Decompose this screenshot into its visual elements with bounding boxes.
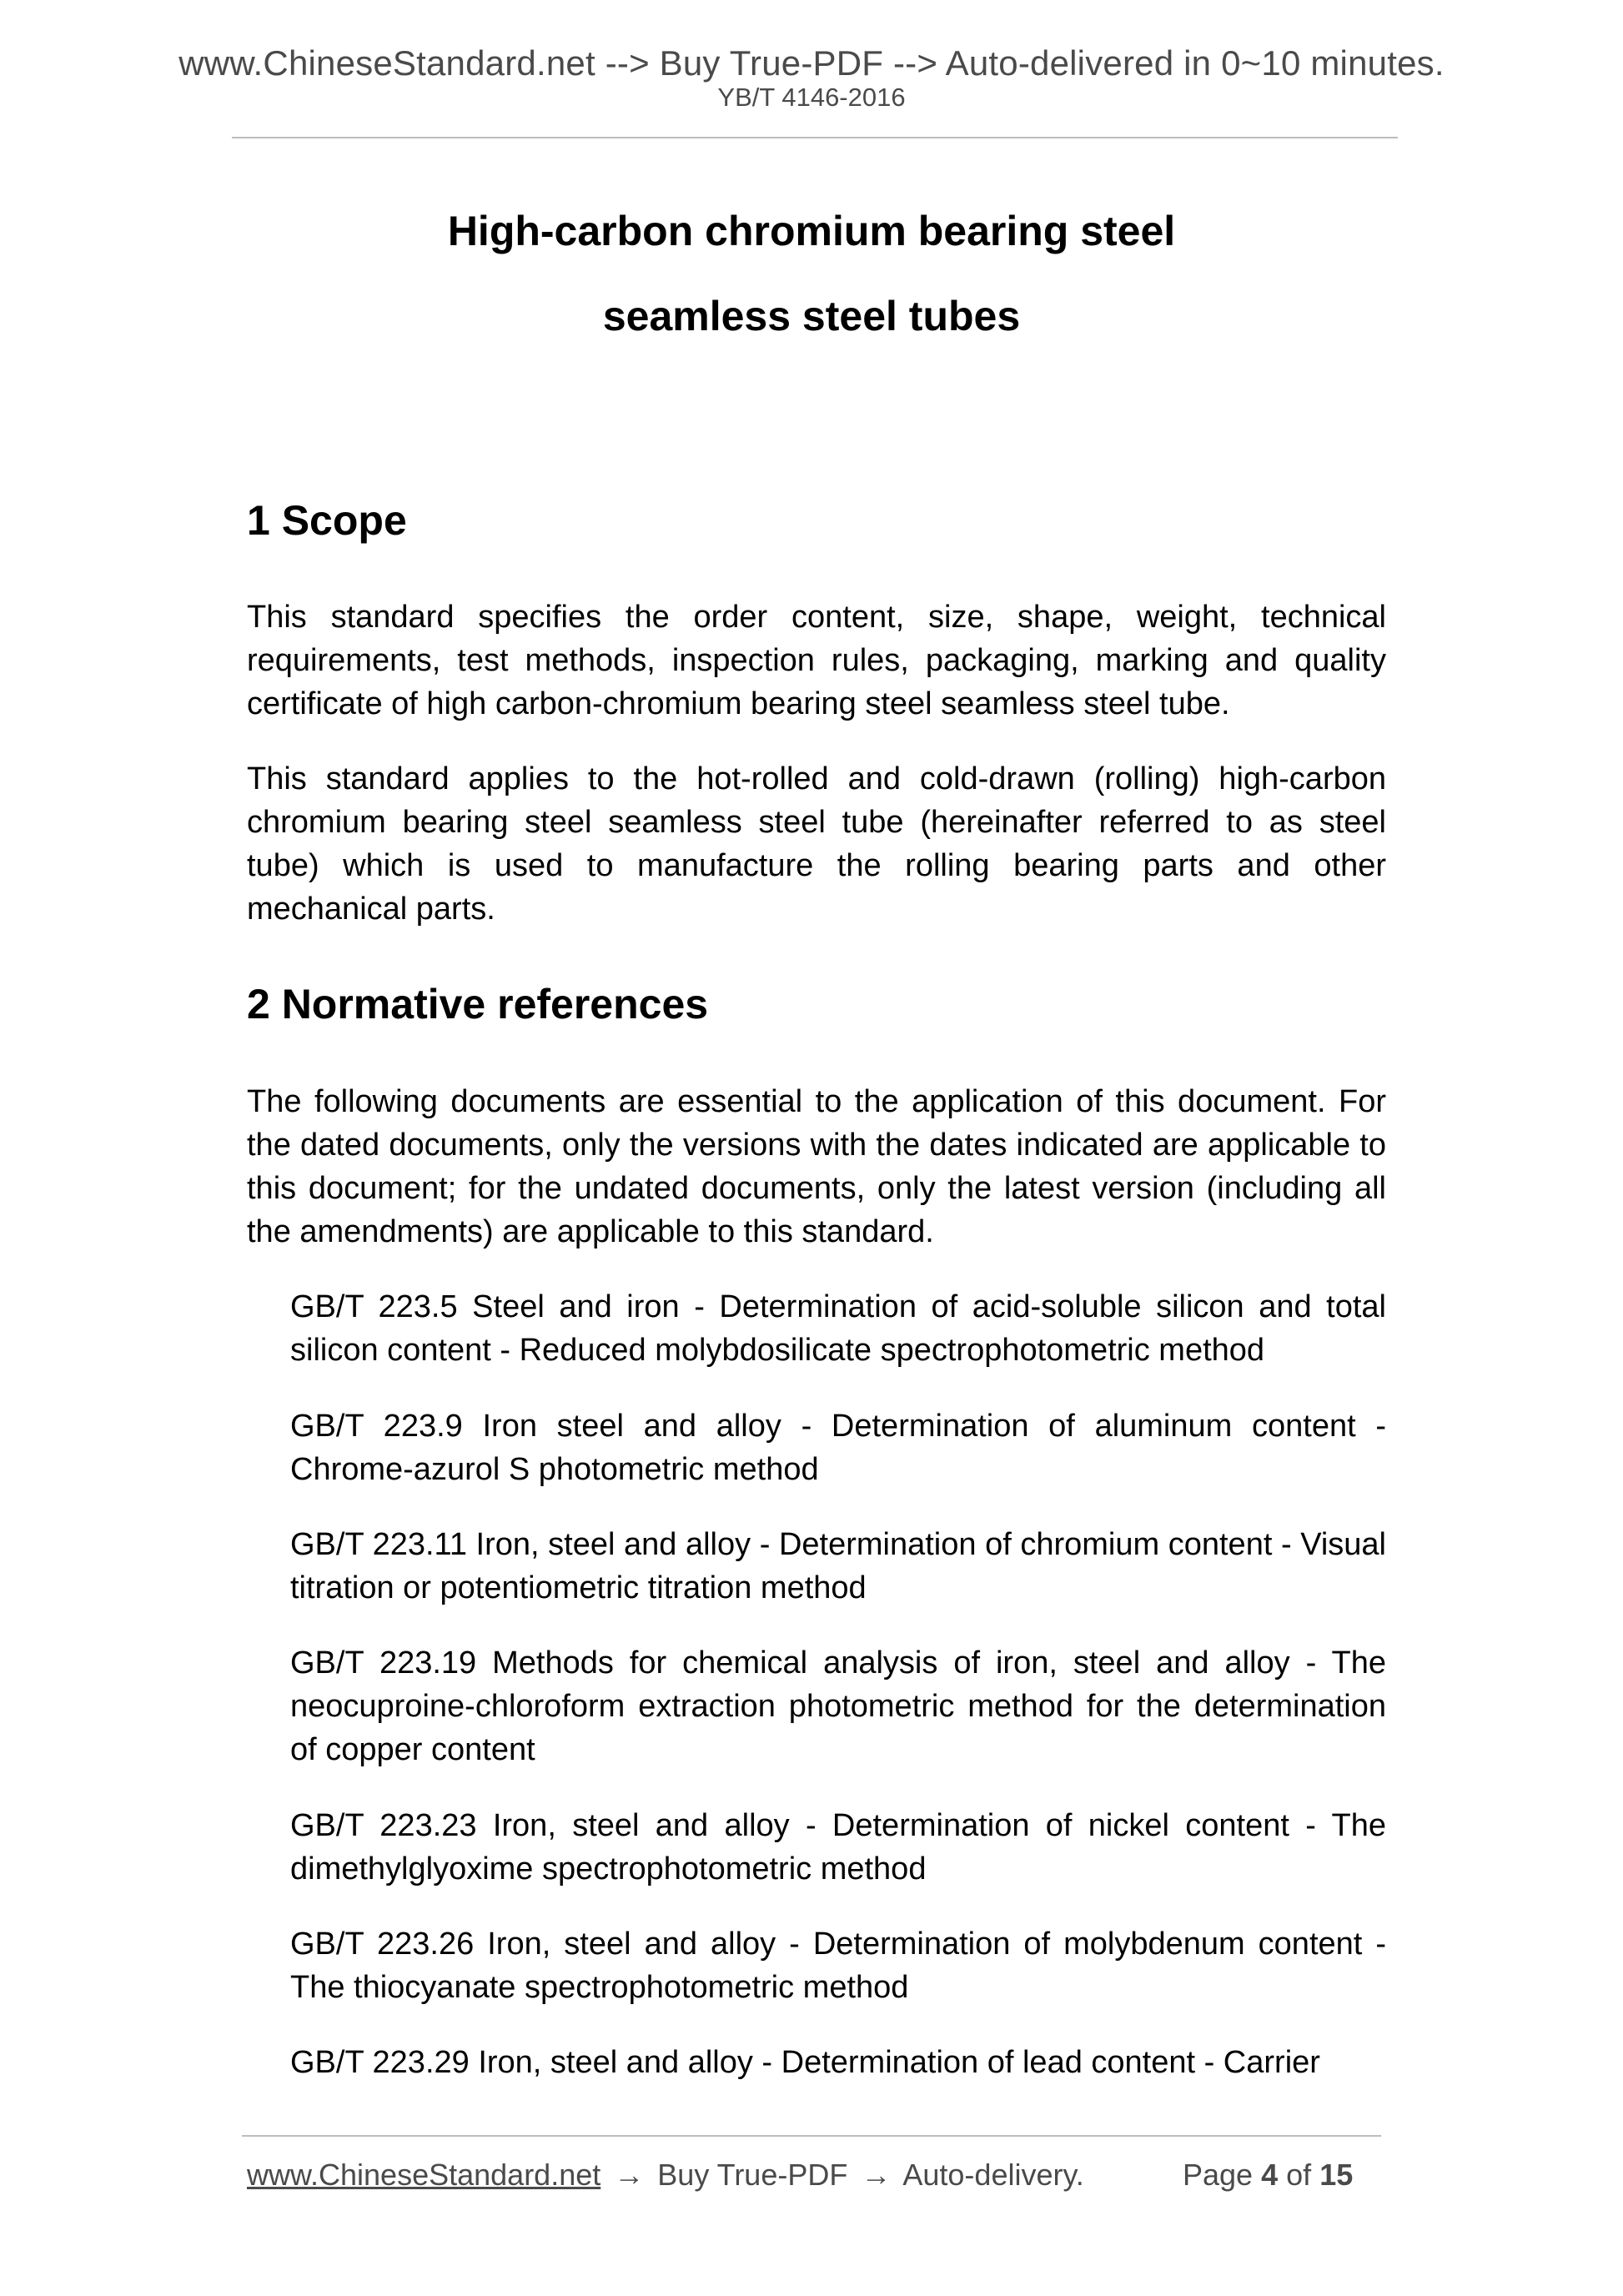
document-title-line-2: seamless steel tubes xyxy=(602,293,1021,339)
reference-item: GB/T 223.23 Iron, steel and alloy - Determination of nickel content - The dimethylglyoxime spectrophotometric method xyxy=(290,1808,1386,1887)
document-code: YB/T 4146-2016 xyxy=(717,83,906,112)
footer-delivery-text: Auto-delivery. xyxy=(902,2158,1084,2192)
total-pages-number: 15 xyxy=(1319,2158,1354,2192)
footer-site-link[interactable]: www.ChineseStandard.net xyxy=(247,2158,601,2192)
scope-paragraph: This standard specifies the order content, size, shape, weight, technical requirements, test methods, inspection rules, packaging, marking and quality certificate of high carbon-chromium bearing steel seamless steel tube. xyxy=(247,600,1386,721)
reference-item: GB/T 223.29 Iron, steel and alloy - Determination of lead content - Carrier xyxy=(290,2045,1320,2080)
reference-item: GB/T 223.9 Iron steel and alloy - Determination of aluminum content - Chrome-azurol S photometric method xyxy=(290,1409,1386,1487)
page-label: Page xyxy=(1183,2158,1254,2192)
section-heading-scope: 1 Scope xyxy=(247,497,407,544)
scope-paragraph: This standard applies to the hot-rolled and cold-drawn (rolling) high-carbon chromium bearing steel seamless steel tube (hereinafter referred to as steel tube) which is used to manufacture the rolling bearing parts and other mechanical parts. xyxy=(247,761,1386,927)
footer-divider xyxy=(242,2135,1381,2137)
site-banner: www.ChineseStandard.net --> Buy True-PDF --> Auto-delivered in 0~10 minutes. xyxy=(178,43,1445,83)
reference-item: GB/T 223.5 Steel and iron - Determination of acid-soluble silicon and total silicon content - Reduced molybdosilicate spectrophotometric method xyxy=(290,1289,1386,1368)
current-page-number: 4 xyxy=(1261,2158,1279,2192)
section-heading-normative-references: 2 Normative references xyxy=(247,981,709,1027)
reference-item: GB/T 223.11 Iron, steel and alloy - Determination of chromium content - Visual titration or potentiometric titration method xyxy=(290,1527,1386,1605)
header-divider xyxy=(232,137,1398,138)
document-title-line-1: High-carbon chromium bearing steel xyxy=(447,208,1176,254)
footer-links xyxy=(247,2157,1084,2193)
reference-item: GB/T 223.26 Iron, steel and alloy - Determination of molybdenum content - The thiocyanate spectrophotometric method xyxy=(290,1927,1386,2005)
normative-references-intro: The following documents are essential to the application of this document. For the dated documents, only the versions with the dates indicated are applicable to this document; for the undated documents, only the latest version (including all the amendments) are applicable to this standard. xyxy=(247,1084,1386,1249)
arrow-right-icon: → xyxy=(861,2158,892,2192)
arrow-right-icon: → xyxy=(614,2158,645,2192)
footer-buy-text: Buy True-PDF xyxy=(657,2158,848,2192)
page-indicator xyxy=(1183,2157,1353,2193)
reference-item: GB/T 223.19 Methods for chemical analysis of iron, steel and alloy - The neocuproine-chloroform extraction photometric method for the determination of copper content xyxy=(290,1645,1386,1767)
page-of-label: of xyxy=(1286,2158,1312,2192)
